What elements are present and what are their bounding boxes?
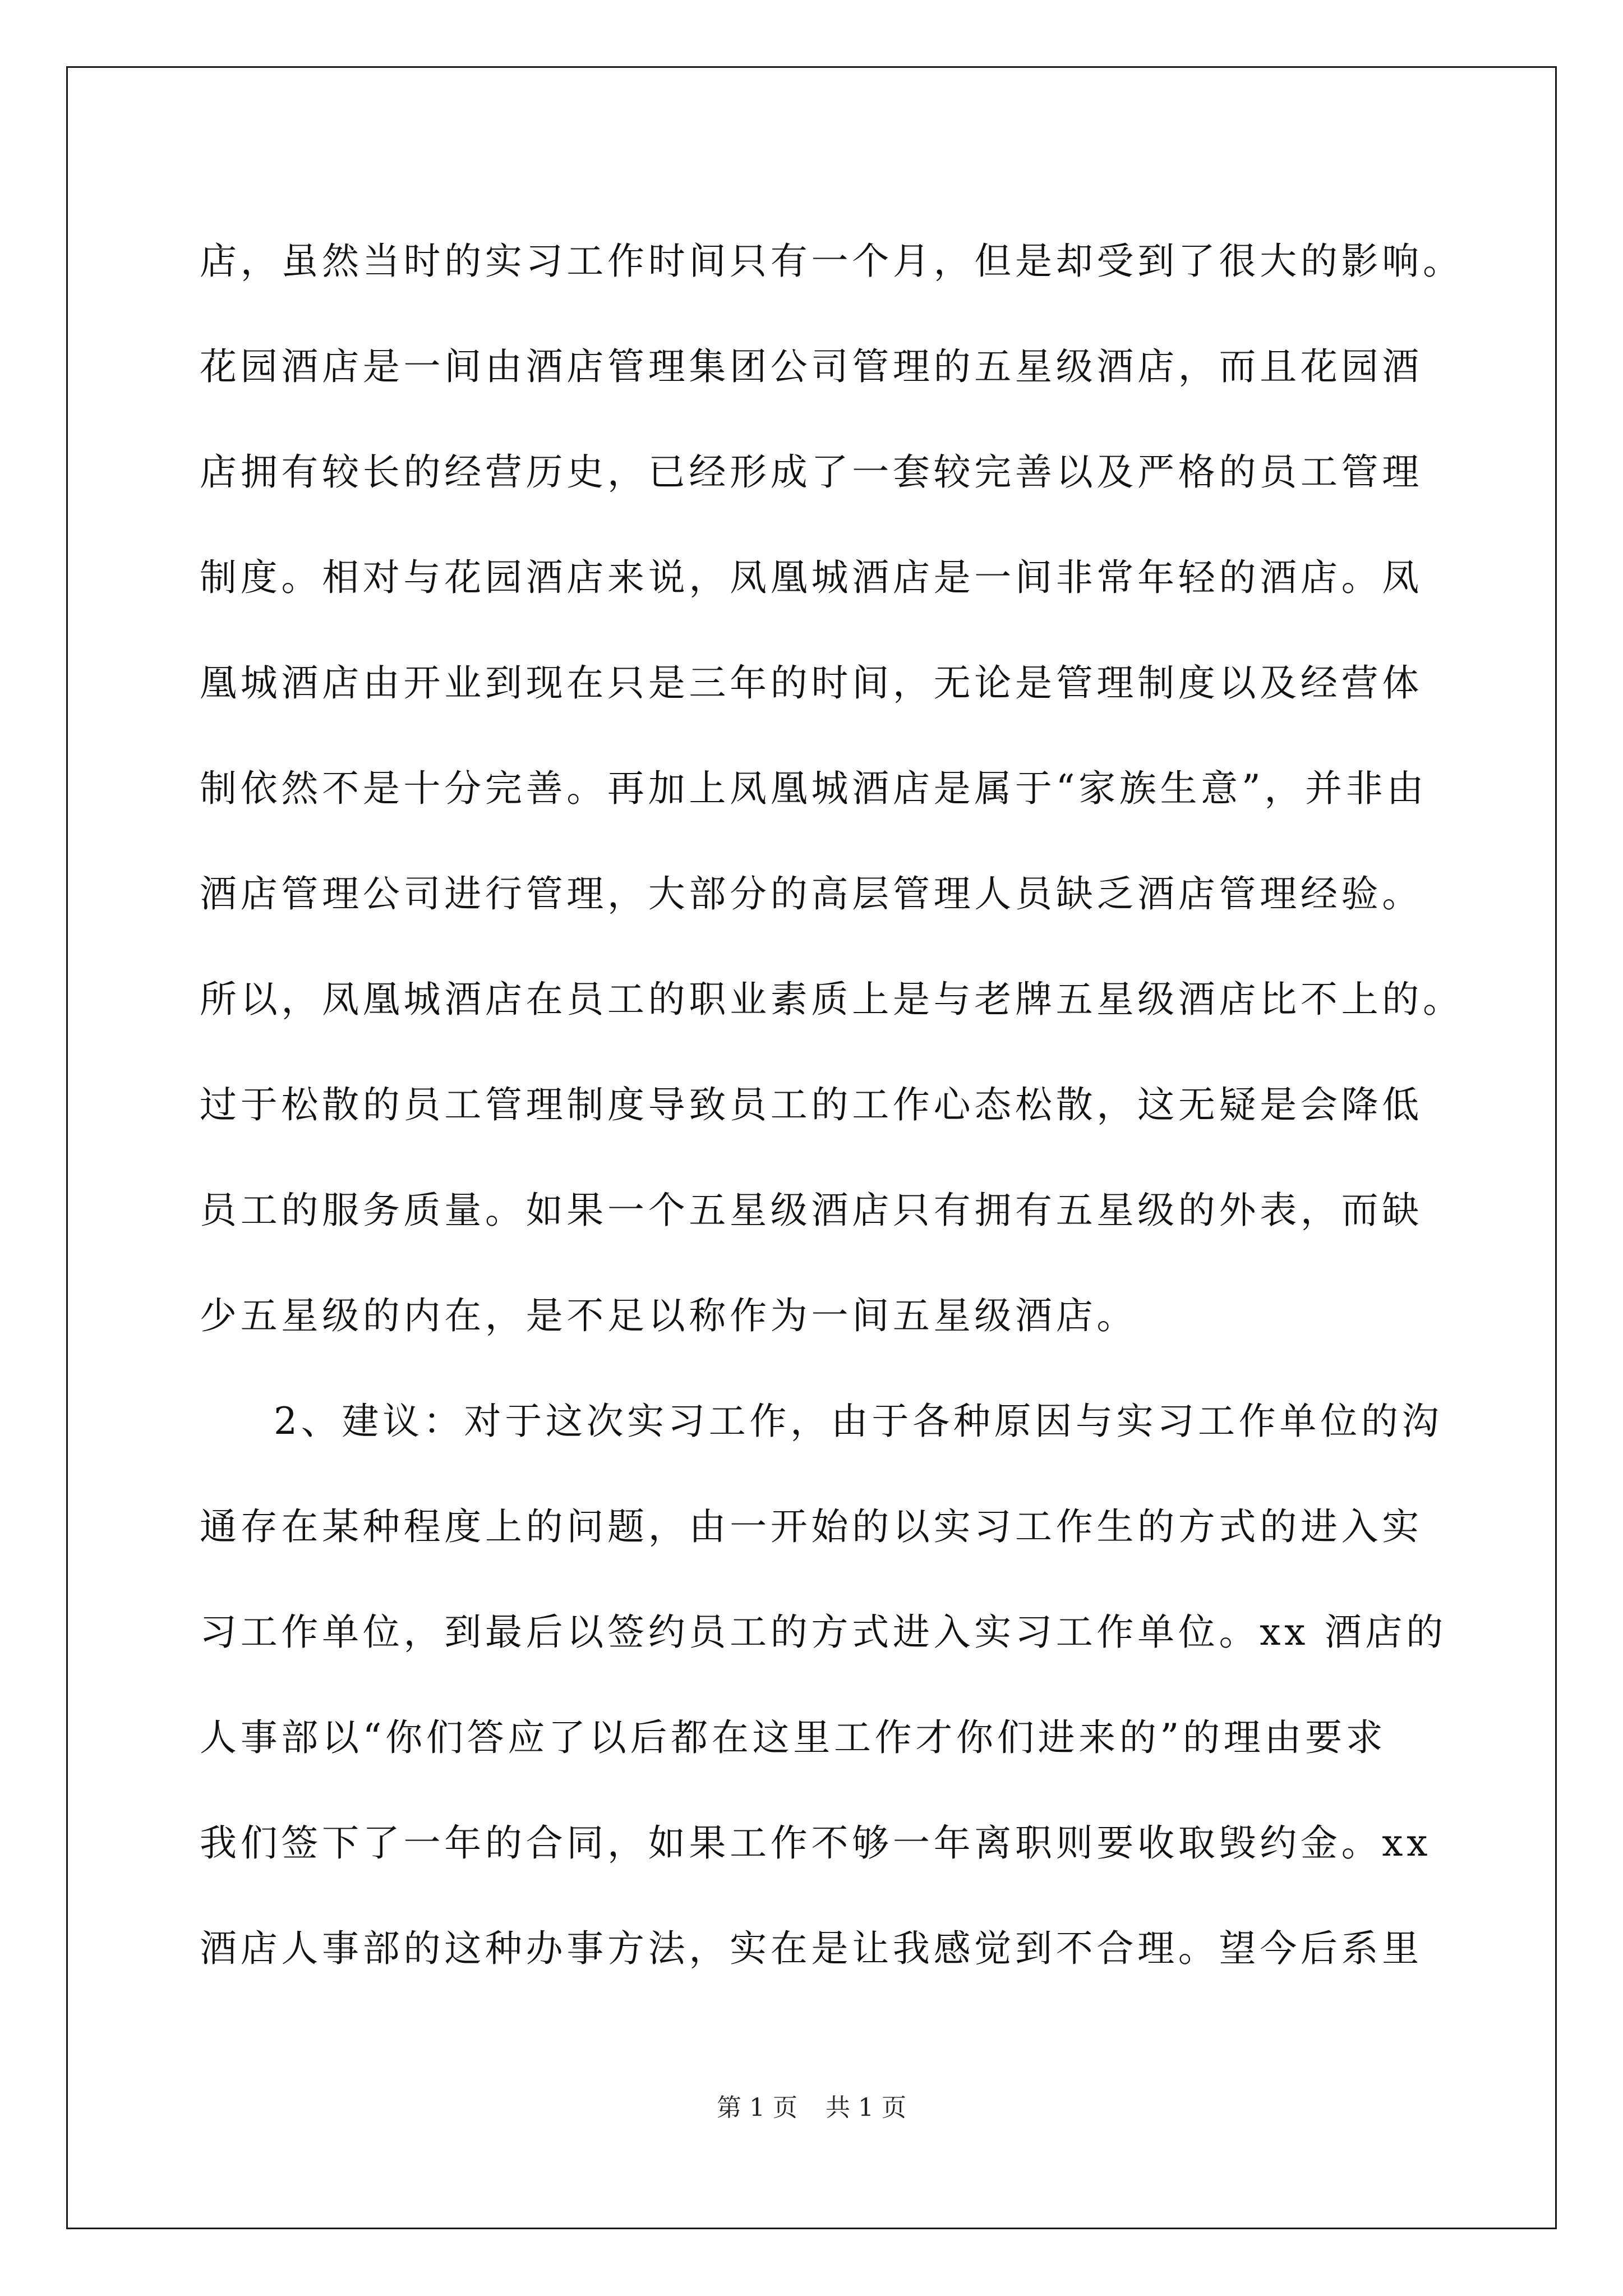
text-line: 凰城酒店由开业到现在只是三年的时间，无论是管理制度以及经营体	[200, 661, 1423, 705]
text-line: 制依然不是十分完善。再加上凤凰城酒店是属于“家族生意”，并非由	[200, 767, 1428, 810]
text-line: 我们签下了一年的合同，如果工作不够一年离职则要收取毁约金。xx	[200, 1821, 1432, 1865]
text-line: 花园酒店是一间由酒店管理集团公司管理的五星级酒店，而且花园酒	[200, 345, 1423, 388]
text-line: 酒店管理公司进行管理，大部分的高层管理人员缺乏酒店管理经验。	[200, 872, 1423, 915]
text-line: 所以，凤凰城酒店在员工的职业素质上是与老牌五星级酒店比不上的。	[200, 978, 1464, 1021]
document-body	[200, 209, 1464, 2001]
text-line: 酒店人事部的这种办事方法，实在是让我感觉到不合理。望今后系里	[200, 1927, 1423, 1970]
text-line: 过于松散的员工管理制度导致员工的工作心态松散，这无疑是会降低	[200, 1083, 1423, 1126]
page-footer	[0, 2091, 1623, 2125]
text-line: 店拥有较长的经营历史，已经形成了一套较完善以及严格的员工管理	[200, 450, 1423, 494]
text-line: 少五星级的内在，是不足以称作为一间五星级酒店。	[200, 1294, 1138, 1337]
page-total: 共 1 页	[826, 2093, 906, 2122]
text-line: 制度。相对与花园酒店来说，凤凰城酒店是一间非常年轻的酒店。凤	[200, 556, 1423, 599]
text-line: 通存在某种程度上的问题，由一开始的以实习工作生的方式的进入实	[200, 1505, 1423, 1548]
text-line: 员工的服务质量。如果一个五星级酒店只有拥有五星级的外表，而缺	[200, 1189, 1423, 1232]
page-number: 第 1 页	[717, 2093, 797, 2122]
paragraph-start-line: 2、建议：对于这次实习工作，由于各种原因与实习工作单位的沟	[274, 1400, 1443, 1443]
text-line: 习工作单位，到最后以签约员工的方式进入实习工作单位。xx 酒店的	[200, 1611, 1447, 1654]
text-line: 店，虽然当时的实习工作时间只有一个月，但是却受到了很大的影响。	[200, 240, 1464, 283]
text-line: 人事部以“你们答应了以后都在这里工作才你们进来的”的理由要求	[200, 1716, 1387, 1759]
